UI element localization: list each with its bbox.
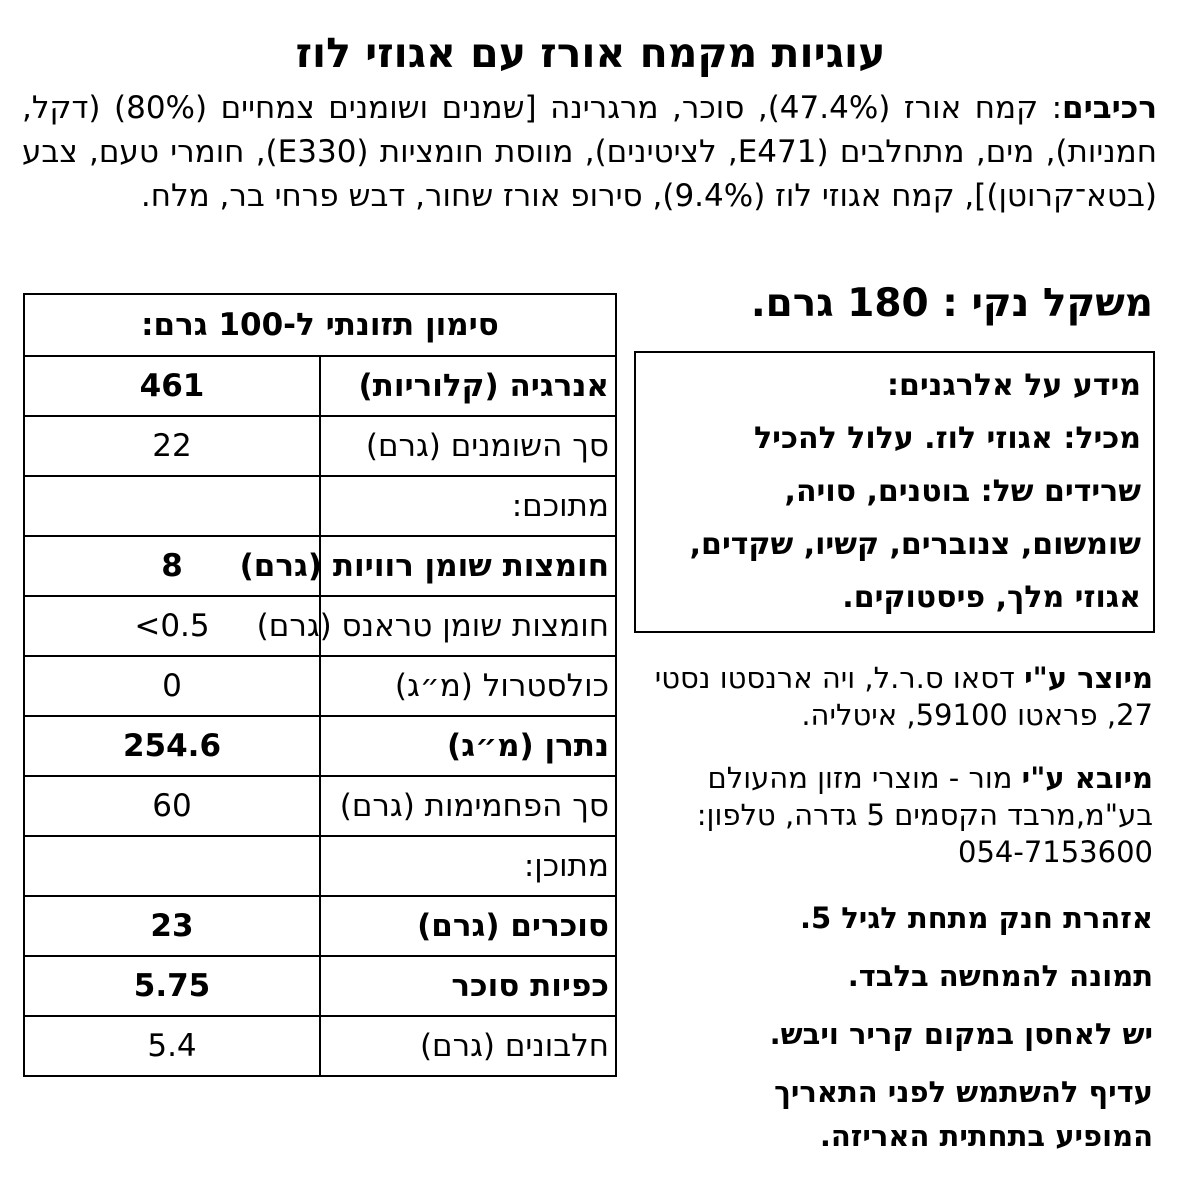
- allergen-info-box: [634, 351, 1155, 633]
- nutrition-label: סוכרים (גרם): [320, 896, 616, 956]
- best-before-note: [774, 1070, 1153, 1158]
- manufacturer-text: דסאו ס.ר.ל, ויה ארנסטו נסטי 27, פראטו 59100, איטליה.: [654, 661, 1153, 732]
- nutrition-value: 5.75: [24, 956, 320, 1016]
- best-before-line: עדיף להשתמש לפני התאריך: [774, 1075, 1153, 1109]
- nutrition-value: 60: [24, 776, 320, 836]
- nutrition-label: חומצות שומן רוויות (גרם): [320, 536, 616, 596]
- nutrition-row-trans-fat: [24, 596, 616, 656]
- allergen-line: אגוזי מלך, פיסטוקים.: [842, 580, 1141, 615]
- manufacturer-label: מיוצר ע"י: [1024, 661, 1153, 695]
- allergen-title: מידע על אלרגנים:: [887, 368, 1141, 403]
- nutrition-value: 5.4: [24, 1016, 320, 1076]
- nutrition-label: כפיות סוכר: [320, 956, 616, 1016]
- nutrition-row-of-which-carbs: [24, 836, 616, 896]
- nutrition-row-of-which-fat: [24, 476, 616, 536]
- allergen-line: מכיל: אגוזי לוז. עלול להכיל: [753, 421, 1141, 456]
- nutrition-row-sugar-teaspoons: [24, 956, 616, 1016]
- importer-text: מור - מוצרי מזון מהעולם בע"מ,מרבד הקסמים 5 גדרה, טלפון: 054-7153600: [696, 761, 1153, 869]
- nutrition-label: אנרגיה (קלוריות): [320, 356, 616, 416]
- nutrition-row-energy: [24, 356, 616, 416]
- best-before-line: המופיע בתחתית האריזה.: [819, 1119, 1153, 1153]
- allergen-line: שרידים של: בוטנים, סויה,: [784, 474, 1141, 509]
- net-weight: משקל נקי : 180 גרם.: [750, 281, 1153, 326]
- ingredients-paragraph: [22, 86, 1157, 218]
- importer-info: [653, 760, 1153, 871]
- nutrition-value: 0.5>: [24, 596, 320, 656]
- nutrition-label: סך הפחמימות (גרם): [320, 776, 616, 836]
- nutrition-value: 254.6: [24, 716, 320, 776]
- illustration-note: תמונה להמחשה בלבד.: [847, 959, 1153, 993]
- nutrition-label: חלבונים (גרם): [320, 1016, 616, 1076]
- nutrition-row-carbohydrates: [24, 776, 616, 836]
- nutrition-value: 8: [24, 536, 320, 596]
- ingredients-text: : קמח אורז (47.4%), סוכר, מרגרינה [שמנים ושומנים צמחיים (80%) (דקל, חמניות), מים, מתחלבים (E471, לציטינים), מווסת חומציות (E330), חומרי טעם, צבע (בטא־קרוטן)], קמח אגוזי לוז (9.4%), סירופ אורז שחור, דבש פרחי בר, מלח.: [22, 90, 1157, 214]
- allergen-line: שומשום, צנוברים, קשיו, שקדים,: [689, 527, 1141, 562]
- nutrition-label: מתוכם:: [320, 476, 616, 536]
- nutrition-header-row: [24, 294, 616, 356]
- importer-label: מיובא ע"י: [1021, 761, 1153, 795]
- nutrition-value: 461: [24, 356, 320, 416]
- nutrition-value: [24, 836, 320, 896]
- nutrition-label: מתוכן:: [320, 836, 616, 896]
- ingredients-label: רכיבים: [1062, 90, 1158, 126]
- nutrition-table: [23, 293, 617, 1077]
- nutrition-row-saturated-fat: [24, 536, 616, 596]
- nutrition-row-sodium: [24, 716, 616, 776]
- nutrition-value: 22: [24, 416, 320, 476]
- nutrition-row-cholesterol: [24, 656, 616, 716]
- nutrition-label: כולסטרול (מ״ג): [320, 656, 616, 716]
- nutrition-header: סימון תזונתי ל-100 גרם:: [24, 294, 616, 356]
- choking-warning: אזהרת חנק מתחת לגיל 5.: [799, 901, 1153, 935]
- nutrition-value: [24, 476, 320, 536]
- nutrition-row-sugars: [24, 896, 616, 956]
- nutrition-value: 0: [24, 656, 320, 716]
- product-title: עוגיות מקמח אורז עם אגוזי לוז: [295, 29, 886, 77]
- nutrition-row-total-fat: [24, 416, 616, 476]
- storage-instructions: יש לאחסן במקום קריר ויבש.: [769, 1017, 1153, 1051]
- nutrition-row-protein: [24, 1016, 616, 1076]
- nutrition-value: 23: [24, 896, 320, 956]
- manufacturer-info: [653, 660, 1153, 734]
- nutrition-label: סך השומנים (גרם): [320, 416, 616, 476]
- nutrition-label: חומצות שומן טראנס (גרם): [320, 596, 616, 656]
- nutrition-label: נתרן (מ״ג): [320, 716, 616, 776]
